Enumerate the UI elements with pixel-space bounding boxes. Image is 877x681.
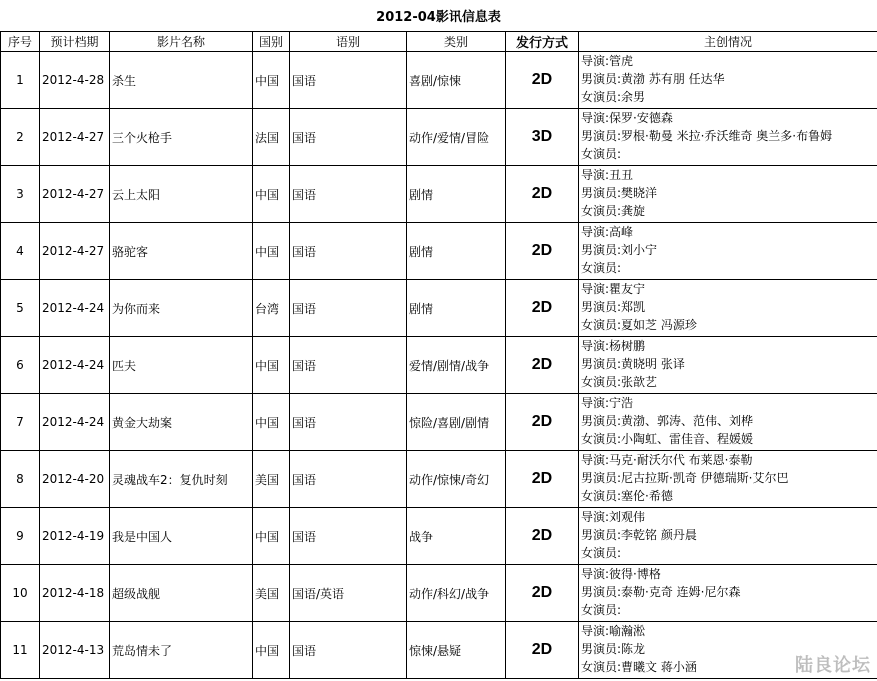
cell-no[interactable]: 11 — [1, 622, 40, 679]
cell-country[interactable]: 中国 — [253, 508, 290, 565]
cell-name[interactable]: 我是中国人 — [110, 508, 253, 565]
cell-language[interactable]: 国语 — [290, 223, 407, 280]
cell-language[interactable]: 国语 — [290, 622, 407, 679]
cell-format[interactable]: 2D — [506, 337, 579, 394]
cell-language[interactable]: 国语 — [290, 166, 407, 223]
col-header-cast[interactable]: 主创情况 — [579, 32, 877, 52]
cast-female: 女演员: — [581, 546, 622, 560]
cell-cast[interactable] — [579, 223, 877, 280]
cast-female: 女演员: — [581, 147, 622, 161]
sheet-title: 2012-04影讯信息表 — [376, 10, 501, 25]
cast-male: 男演员:李乾铭 颜丹晨 — [581, 528, 697, 542]
cell-no[interactable]: 4 — [1, 223, 40, 280]
cast-female: 女演员: — [581, 603, 622, 617]
cell-genre[interactable]: 爱情/剧情/战争 — [407, 337, 506, 394]
cell-language[interactable]: 国语 — [290, 52, 407, 109]
cell-genre[interactable]: 惊悚/悬疑 — [407, 622, 506, 679]
cell-cast[interactable] — [579, 451, 877, 508]
header-row — [1, 32, 877, 52]
cell-name[interactable]: 杀生 — [110, 52, 253, 109]
col-header-language[interactable]: 语别 — [290, 32, 407, 52]
cast-male: 男演员:罗根·勒曼 米拉·乔沃维奇 奥兰多·布鲁姆 — [581, 129, 833, 143]
cell-language[interactable]: 国语/英语 — [290, 565, 407, 622]
cast-director: 导演:丑丑 — [581, 168, 634, 182]
cell-format[interactable]: 2D — [506, 451, 579, 508]
cell-name[interactable]: 为你而来 — [110, 280, 253, 337]
cast-director: 导演:杨树鹏 — [581, 339, 646, 353]
cell-format[interactable]: 2D — [506, 508, 579, 565]
cast-male: 男演员:尼古拉斯·凯奇 伊德瑞斯·艾尔巴 — [581, 471, 789, 485]
cast-director: 导演:喻瀚淞 — [581, 624, 646, 638]
table-row — [1, 109, 877, 166]
table-row — [1, 622, 877, 679]
cell-genre[interactable]: 惊险/喜剧/剧情 — [407, 394, 506, 451]
cell-name[interactable]: 荒岛情未了 — [110, 622, 253, 679]
table-row — [1, 451, 877, 508]
cell-cast[interactable] — [579, 166, 877, 223]
table-row — [1, 223, 877, 280]
cell-country[interactable]: 美国 — [253, 451, 290, 508]
cell-format[interactable]: 2D — [506, 223, 579, 280]
cell-cast[interactable] — [579, 52, 877, 109]
cell-no[interactable]: 2 — [1, 109, 40, 166]
cast-female: 女演员:小陶虹、雷佳音、程媛媛 — [581, 432, 754, 446]
cell-no[interactable]: 6 — [1, 337, 40, 394]
cast-female: 女演员:夏如芝 冯源珍 — [581, 318, 697, 332]
cast-female: 女演员:龚旋 — [581, 204, 646, 218]
cell-country[interactable]: 中国 — [253, 394, 290, 451]
cell-date[interactable]: 2012-4-13 — [40, 622, 110, 679]
col-header-format[interactable]: 发行方式 — [506, 32, 579, 52]
cell-genre[interactable]: 剧情 — [407, 280, 506, 337]
cell-no[interactable]: 8 — [1, 451, 40, 508]
cell-name[interactable]: 骆驼客 — [110, 223, 253, 280]
cast-male: 男演员:郑凯 — [581, 300, 646, 314]
cast-director: 导演:高峰 — [581, 225, 634, 239]
cast-director: 导演:瞿友宁 — [581, 282, 646, 296]
cell-date[interactable]: 2012-4-24 — [40, 394, 110, 451]
cell-country[interactable]: 中国 — [253, 166, 290, 223]
cell-format[interactable]: 2D — [506, 622, 579, 679]
cast-male: 男演员:陈龙 — [581, 642, 646, 656]
cell-name[interactable]: 黄金大劫案 — [110, 394, 253, 451]
cell-date[interactable]: 2012-4-27 — [40, 109, 110, 166]
cast-female: 女演员:张歆艺 — [581, 375, 658, 389]
cell-format[interactable]: 2D — [506, 394, 579, 451]
table-row — [1, 508, 877, 565]
table-row — [1, 394, 877, 451]
cell-name[interactable]: 超级战舰 — [110, 565, 253, 622]
cell-language[interactable]: 国语 — [290, 394, 407, 451]
cell-genre[interactable]: 剧情 — [407, 166, 506, 223]
cell-country[interactable]: 中国 — [253, 622, 290, 679]
cell-cast[interactable] — [579, 508, 877, 565]
table-row — [1, 166, 877, 223]
cast-director: 导演:宁浩 — [581, 396, 634, 410]
cell-date[interactable]: 2012-4-24 — [40, 280, 110, 337]
cell-format[interactable]: 2D — [506, 52, 579, 109]
cell-no[interactable]: 10 — [1, 565, 40, 622]
cell-cast[interactable] — [579, 337, 877, 394]
cast-director: 导演:刘观伟 — [581, 510, 646, 524]
cell-date[interactable]: 2012-4-19 — [40, 508, 110, 565]
cell-language[interactable]: 国语 — [290, 109, 407, 166]
table-row — [1, 337, 877, 394]
cast-director: 导演:彼得·博格 — [581, 567, 661, 581]
cell-genre[interactable]: 剧情 — [407, 223, 506, 280]
cell-genre[interactable]: 喜剧/惊悚 — [407, 52, 506, 109]
cell-name[interactable]: 云上太阳 — [110, 166, 253, 223]
cell-date[interactable]: 2012-4-20 — [40, 451, 110, 508]
cell-language[interactable]: 国语 — [290, 451, 407, 508]
cast-female: 女演员:曹曦文 蒋小涵 — [581, 660, 697, 674]
cell-language[interactable]: 国语 — [290, 508, 407, 565]
cell-cast[interactable] — [579, 565, 877, 622]
table-row — [1, 280, 877, 337]
cast-female: 女演员:塞伦·希德 — [581, 489, 673, 503]
cell-language[interactable]: 国语 — [290, 337, 407, 394]
title-row[interactable] — [0, 0, 877, 32]
cast-male: 男演员:樊晓洋 — [581, 186, 658, 200]
table-row — [1, 565, 877, 622]
col-header-no[interactable]: 序号 — [1, 32, 40, 52]
cell-date[interactable]: 2012-4-27 — [40, 166, 110, 223]
cell-format[interactable]: 2D — [506, 565, 579, 622]
col-header-name[interactable]: 影片名称 — [110, 32, 253, 52]
cell-name[interactable]: 匹夫 — [110, 337, 253, 394]
cell-no[interactable]: 9 — [1, 508, 40, 565]
cast-female: 女演员: — [581, 261, 622, 275]
cell-country[interactable]: 中国 — [253, 52, 290, 109]
cell-country[interactable]: 美国 — [253, 565, 290, 622]
cast-female: 女演员:余男 — [581, 90, 646, 104]
cast-director: 导演:管虎 — [581, 54, 634, 68]
cell-language[interactable]: 国语 — [290, 280, 407, 337]
cell-format[interactable]: 2D — [506, 280, 579, 337]
cell-country[interactable]: 法国 — [253, 109, 290, 166]
cell-country[interactable]: 台湾 — [253, 280, 290, 337]
cell-no[interactable]: 5 — [1, 280, 40, 337]
col-header-country[interactable]: 国别 — [253, 32, 290, 52]
cast-director: 导演:保罗·安德森 — [581, 111, 673, 125]
cast-male: 男演员:黄渤、郭涛、范伟、刘桦 — [581, 414, 754, 428]
cell-date[interactable]: 2012-4-18 — [40, 565, 110, 622]
cell-genre[interactable]: 动作/爱情/冒险 — [407, 109, 506, 166]
cell-format[interactable]: 2D — [506, 166, 579, 223]
col-header-date[interactable]: 预计档期 — [40, 32, 110, 52]
cell-cast[interactable] — [579, 280, 877, 337]
cell-genre[interactable]: 动作/科幻/战争 — [407, 565, 506, 622]
cell-date[interactable]: 2012-4-27 — [40, 223, 110, 280]
cell-country[interactable]: 中国 — [253, 337, 290, 394]
cast-male: 男演员:黄晓明 张译 — [581, 357, 685, 371]
cell-name[interactable]: 灵魂战车2：复仇时刻 — [110, 451, 253, 508]
cell-date[interactable]: 2012-4-28 — [40, 52, 110, 109]
cell-country[interactable]: 中国 — [253, 223, 290, 280]
cell-format[interactable]: 3D — [506, 109, 579, 166]
cell-name[interactable]: 三个火枪手 — [110, 109, 253, 166]
cell-date[interactable]: 2012-4-24 — [40, 337, 110, 394]
cast-male: 男演员:泰勒·克奇 连姆·尼尔森 — [581, 585, 741, 599]
cell-cast[interactable] — [579, 394, 877, 451]
col-header-genre[interactable]: 类别 — [407, 32, 506, 52]
cast-director: 导演:马克·耐沃尔代 布莱恩·泰勒 — [581, 453, 753, 467]
cell-genre[interactable]: 战争 — [407, 508, 506, 565]
cell-no[interactable]: 7 — [1, 394, 40, 451]
cast-male: 男演员:刘小宁 — [581, 243, 658, 257]
cast-male: 男演员:黄渤 苏有朋 任达华 — [581, 72, 725, 86]
film-table — [0, 31, 877, 679]
cell-no[interactable]: 1 — [1, 52, 40, 109]
cell-cast[interactable] — [579, 109, 877, 166]
cell-genre[interactable]: 动作/惊悚/奇幻 — [407, 451, 506, 508]
cell-no[interactable]: 3 — [1, 166, 40, 223]
table-row — [1, 52, 877, 109]
watermark-text: 陆良论坛 — [795, 655, 871, 676]
